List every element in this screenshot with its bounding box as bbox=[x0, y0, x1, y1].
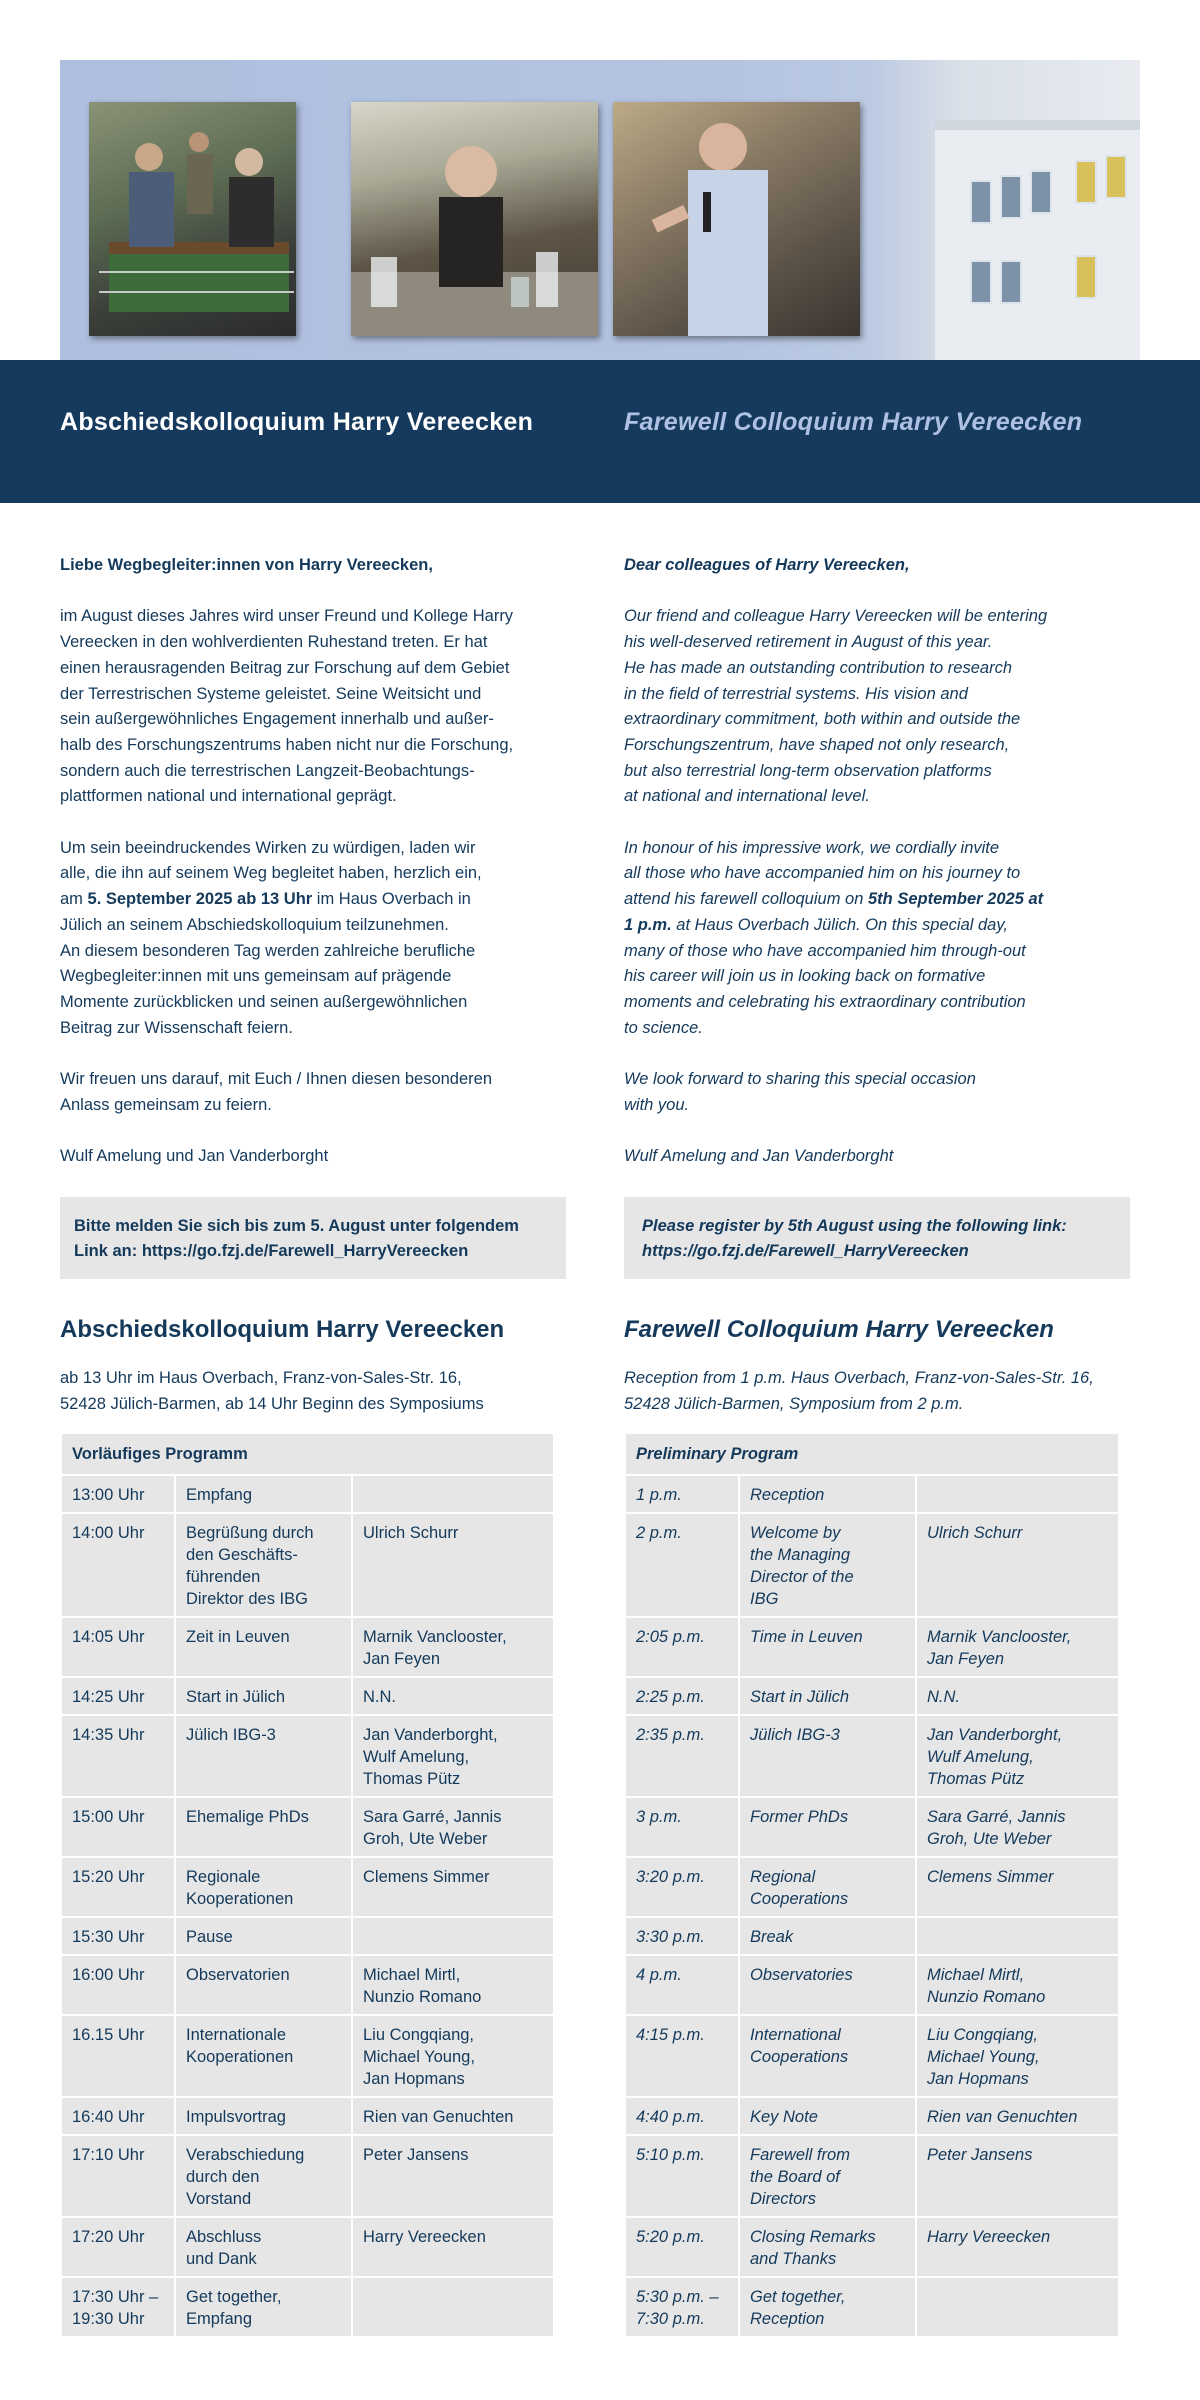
program-row bbox=[61, 1475, 554, 1513]
registration-box-german[interactable] bbox=[60, 1197, 566, 1279]
program-time-cell: 3 p.m. bbox=[625, 1797, 739, 1857]
program-item-cell: Begrüßung durch den Geschäfts- führenden Direktor des IBG bbox=[175, 1513, 352, 1617]
program-item-cell: Regional Cooperations bbox=[739, 1857, 916, 1917]
program-item-cell: Abschluss und Dank bbox=[175, 2217, 352, 2277]
program-item-cell: Internationale Kooperationen bbox=[175, 2015, 352, 2097]
building-window bbox=[1075, 255, 1097, 299]
event-date-english: 5th September 2025 at 1 p.m. bbox=[624, 890, 1044, 934]
program-row bbox=[625, 1917, 1119, 1955]
building-window bbox=[970, 260, 992, 304]
program-speaker-cell: Michael Mirtl, Nunzio Romano bbox=[916, 1955, 1119, 2015]
paragraph-1-english: Our friend and colleague Harry Vereecken will be entering his well-deserved retirement in August of this year. He has made an outstanding contribution to research in the field of terrestrial systems. His vision and extraordinary commitment, both within and outside the Forschungszentrum, have shaped not only research, but also terrestrial long-term observation platforms at national and international level. bbox=[624, 607, 1048, 806]
program-row bbox=[625, 1857, 1119, 1917]
program-item-cell: Regionale Kooperationen bbox=[175, 1857, 352, 1917]
foosball-illustration bbox=[89, 102, 296, 336]
greeting-german: Liebe Wegbegleiter:innen von Harry Vereecken, bbox=[60, 556, 433, 574]
program-time-cell: 16:40 Uhr bbox=[61, 2097, 175, 2135]
program-row bbox=[61, 2277, 554, 2337]
speaker-photo bbox=[613, 102, 860, 336]
program-row bbox=[61, 2217, 554, 2277]
program-speaker-cell: Sara Garré, Jannis Groh, Ute Weber bbox=[352, 1797, 554, 1857]
program-item-cell: Observatories bbox=[739, 1955, 916, 2015]
program-speaker-cell bbox=[916, 1475, 1119, 1513]
registration-box-english[interactable] bbox=[624, 1197, 1130, 1279]
greeting-english: Dear colleagues of Harry Vereecken, bbox=[624, 556, 910, 574]
program-item-cell: Start in Jülich bbox=[175, 1677, 352, 1715]
english-letter bbox=[624, 553, 1144, 1170]
program-row bbox=[625, 2097, 1119, 2135]
program-time-cell: 14:25 Uhr bbox=[61, 1677, 175, 1715]
program-time-cell: 3:20 p.m. bbox=[625, 1857, 739, 1917]
program-row bbox=[625, 2277, 1119, 2337]
program-row bbox=[625, 1797, 1119, 1857]
program-body-german bbox=[61, 1475, 554, 2337]
program-time-cell: 16:00 Uhr bbox=[61, 1955, 175, 2015]
program-speaker-cell: Harry Vereecken bbox=[352, 2217, 554, 2277]
program-table-german bbox=[60, 1432, 555, 2338]
program-row bbox=[625, 1955, 1119, 2015]
program-speaker-cell bbox=[916, 1917, 1119, 1955]
program-item-cell: Farewell from the Board of Directors bbox=[739, 2135, 916, 2217]
program-item-cell: Closing Remarks and Thanks bbox=[739, 2217, 916, 2277]
program-speaker-cell: Marnik Vanclooster, Jan Feyen bbox=[352, 1617, 554, 1677]
program-item-cell: Get together, Empfang bbox=[175, 2277, 352, 2337]
program-time-cell: 15:30 Uhr bbox=[61, 1917, 175, 1955]
program-speaker-cell: Peter Jansens bbox=[352, 2135, 554, 2217]
paragraph-3-english: We look forward to sharing this special occasion with you. bbox=[624, 1070, 976, 1114]
program-row bbox=[625, 1715, 1119, 1797]
program-time-cell: 5:10 p.m. bbox=[625, 2135, 739, 2217]
program-time-cell: 1 p.m. bbox=[625, 1475, 739, 1513]
program-speaker-cell: Clemens Simmer bbox=[352, 1857, 554, 1917]
program-row bbox=[61, 2097, 554, 2135]
program-time-cell: 5:20 p.m. bbox=[625, 2217, 739, 2277]
program-item-cell: Zeit in Leuven bbox=[175, 1617, 352, 1677]
speaker-illustration bbox=[613, 102, 860, 336]
program-speaker-cell: Liu Congqiang, Michael Young, Jan Hopmans bbox=[352, 2015, 554, 2097]
program-time-cell: 17:30 Uhr – 19:30 Uhr bbox=[61, 2277, 175, 2337]
paragraph-3-german: Wir freuen uns darauf, mit Euch / Ihnen diesen besonderen Anlass gemeinsam zu feiern. bbox=[60, 1070, 493, 1114]
program-speaker-cell bbox=[352, 1475, 554, 1513]
program-time-cell: 3:30 p.m. bbox=[625, 1917, 739, 1955]
building-window bbox=[1075, 160, 1097, 204]
program-row bbox=[625, 1513, 1119, 1617]
program-item-cell: International Cooperations bbox=[739, 2015, 916, 2097]
program-speaker-cell bbox=[916, 2277, 1119, 2337]
program-speaker-cell: Michael Mirtl, Nunzio Romano bbox=[352, 1955, 554, 2015]
program-header-english: Preliminary Program bbox=[625, 1433, 1119, 1475]
program-row bbox=[61, 1513, 554, 1617]
program-row bbox=[61, 1797, 554, 1857]
title-german: Abschiedskolloquium Harry Vereecken bbox=[60, 408, 534, 436]
program-item-cell: Verabschiedung durch den Vorstand bbox=[175, 2135, 352, 2217]
paragraph-2-english-a: In honour of his impressive work, we cordially invite all those who have accompanied him on his journey to attend his farewell colloquium on bbox=[624, 838, 1021, 909]
program-row bbox=[61, 1857, 554, 1917]
program-speaker-cell: Rien van Genuchten bbox=[352, 2097, 554, 2135]
program-row bbox=[61, 2135, 554, 2217]
program-item-cell: Break bbox=[739, 1917, 916, 1955]
program-time-cell: 15:00 Uhr bbox=[61, 1797, 175, 1857]
paragraph-2-english-b: at Haus Overbach Jülich. On this special day, many of those who have accompanied him through-out his career will join us in looking back on formative moments and celebrating his extraordinary contribution to science. bbox=[624, 915, 1026, 1037]
program-row bbox=[61, 1917, 554, 1955]
program-speaker-cell: Jan Vanderborght, Wulf Amelung, Thomas Pütz bbox=[916, 1715, 1119, 1797]
program-item-cell: Jülich IBG-3 bbox=[175, 1715, 352, 1797]
program-item-cell: Impulsvortrag bbox=[175, 2097, 352, 2135]
program-row bbox=[61, 1715, 554, 1797]
program-item-cell: Former PhDs bbox=[739, 1797, 916, 1857]
program-time-cell: 13:00 Uhr bbox=[61, 1475, 175, 1513]
program-speaker-cell: Liu Congqiang, Michael Young, Jan Hopmans bbox=[916, 2015, 1119, 2097]
program-speaker-cell: N.N. bbox=[916, 1677, 1119, 1715]
registration-text-english[interactable]: Please register by 5th August using the following link: https://go.fzj.de/Farewell_HarryVereecken bbox=[642, 1217, 1067, 1260]
event-date-german: 5. September 2025 ab 13 Uhr bbox=[87, 890, 313, 909]
program-speaker-cell: Clemens Simmer bbox=[916, 1857, 1119, 1917]
program-item-cell: Key Note bbox=[739, 2097, 916, 2135]
program-row bbox=[625, 1677, 1119, 1715]
paragraph-2-german bbox=[60, 836, 580, 1042]
paragraph-2-german-a: Um sein beeindruckendes Wirken zu würdigen, laden wir alle, die ihn auf seinem Weg begleitet haben, herzlich ein, am bbox=[60, 838, 482, 909]
lab-portrait-illustration bbox=[351, 102, 598, 336]
section-subtitle-english: Reception from 1 p.m. Haus Overbach, Franz-von-Sales-Str. 16, 52428 Jülich-Barmen, Symposium from 2 p.m. bbox=[624, 1369, 1094, 1413]
program-item-cell: Time in Leuven bbox=[739, 1617, 916, 1677]
program-time-cell: 14:05 Uhr bbox=[61, 1617, 175, 1677]
program-time-cell: 17:20 Uhr bbox=[61, 2217, 175, 2277]
program-row bbox=[625, 2015, 1119, 2097]
title-english: Farewell Colloquium Harry Vereecken bbox=[624, 408, 1083, 436]
program-time-cell: 15:20 Uhr bbox=[61, 1857, 175, 1917]
program-item-cell: Pause bbox=[175, 1917, 352, 1955]
program-time-cell: 14:35 Uhr bbox=[61, 1715, 175, 1797]
program-row bbox=[625, 2135, 1119, 2217]
program-time-cell: 5:30 p.m. – 7:30 p.m. bbox=[625, 2277, 739, 2337]
paragraph-1-german: im August dieses Jahres wird unser Freund und Kollege Harry Vereecken in den wohlverdienten Ruhestand treten. Er hat einen herausragenden Beitrag zur Forschung auf dem Gebiet der Terrestrischen Systeme geleistet. Seine Weitsicht und sein außergewöhnliches Engagement innerhalb und außer- halb des Forschungszentrums haben nicht nur die Forschung, sondern auch die terrestrischen Langzeit-Beobachtungs- plattformen national und international geprägt. bbox=[60, 607, 514, 806]
building-window bbox=[1000, 175, 1022, 219]
program-speaker-cell: Marnik Vanclooster, Jan Feyen bbox=[916, 1617, 1119, 1677]
program-item-cell: Ehemalige PhDs bbox=[175, 1797, 352, 1857]
program-time-cell: 2:25 p.m. bbox=[625, 1677, 739, 1715]
registration-text-german[interactable]: Bitte melden Sie sich bis zum 5. August unter folgendem Link an: https://go.fzj.de/Farewell_HarryVereecken bbox=[74, 1217, 519, 1260]
program-speaker-cell bbox=[352, 1917, 554, 1955]
program-header-german: Vorläufiges Programm bbox=[61, 1433, 554, 1475]
building-photo bbox=[875, 60, 1140, 360]
program-time-cell: 2 p.m. bbox=[625, 1513, 739, 1617]
program-speaker-cell: Ulrich Schurr bbox=[916, 1513, 1119, 1617]
program-item-cell: Jülich IBG-3 bbox=[739, 1715, 916, 1797]
program-speaker-cell: Jan Vanderborght, Wulf Amelung, Thomas Pütz bbox=[352, 1715, 554, 1797]
program-time-cell: 4 p.m. bbox=[625, 1955, 739, 2015]
program-row bbox=[625, 2217, 1119, 2277]
program-row bbox=[61, 1617, 554, 1677]
program-item-cell: Start in Jülich bbox=[739, 1677, 916, 1715]
program-body-english bbox=[625, 1475, 1119, 2337]
signature-english: Wulf Amelung and Jan Vanderborght bbox=[624, 1147, 894, 1166]
program-speaker-cell: Rien van Genuchten bbox=[916, 2097, 1119, 2135]
program-time-cell: 14:00 Uhr bbox=[61, 1513, 175, 1617]
program-item-cell: Observatorien bbox=[175, 1955, 352, 2015]
program-speaker-cell: N.N. bbox=[352, 1677, 554, 1715]
program-item-cell: Empfang bbox=[175, 1475, 352, 1513]
program-speaker-cell bbox=[352, 2277, 554, 2337]
program-time-cell: 16.15 Uhr bbox=[61, 2015, 175, 2097]
program-row bbox=[625, 1475, 1119, 1513]
program-time-cell: 4:40 p.m. bbox=[625, 2097, 739, 2135]
building-window bbox=[970, 180, 992, 224]
program-row bbox=[625, 1617, 1119, 1677]
program-item-cell: Welcome by the Managing Director of the IBG bbox=[739, 1513, 916, 1617]
program-speaker-cell: Harry Vereecken bbox=[916, 2217, 1119, 2277]
program-time-cell: 2:05 p.m. bbox=[625, 1617, 739, 1677]
program-item-cell: Reception bbox=[739, 1475, 916, 1513]
program-speaker-cell: Peter Jansens bbox=[916, 2135, 1119, 2217]
hero-banner bbox=[60, 60, 1140, 360]
lab-portrait-photo bbox=[351, 102, 598, 336]
section-title-german: Abschiedskolloquium Harry Vereecken bbox=[60, 1316, 505, 1343]
program-time-cell: 4:15 p.m. bbox=[625, 2015, 739, 2097]
section-subtitle-german: ab 13 Uhr im Haus Overbach, Franz-von-Sales-Str. 16, 52428 Jülich-Barmen, ab 14 Uhr Beginn des Symposiums bbox=[60, 1369, 484, 1413]
german-letter bbox=[60, 553, 580, 1170]
program-row bbox=[61, 2015, 554, 2097]
program-time-cell: 2:35 p.m. bbox=[625, 1715, 739, 1797]
program-speaker-cell: Ulrich Schurr bbox=[352, 1513, 554, 1617]
foosball-photo bbox=[89, 102, 296, 336]
program-speaker-cell: Sara Garré, Jannis Groh, Ute Weber bbox=[916, 1797, 1119, 1857]
title-band bbox=[0, 360, 1200, 503]
program-row bbox=[61, 1677, 554, 1715]
program-row bbox=[61, 1955, 554, 2015]
program-table-english bbox=[624, 1432, 1120, 2338]
building-window bbox=[1105, 155, 1127, 199]
paragraph-2-german-b: im Haus Overbach in Jülich an seinem Abschiedskolloquium teilzunehmen. An diesem besonderen Tag werden zahlreiche berufliche Wegbegleiter:innen mit uns gemeinsam auf prägende Momente zurückblicken und seinen außergewöhnlichen Beitrag zur Wissenschaft feiern. bbox=[60, 890, 476, 1037]
program-time-cell: 17:10 Uhr bbox=[61, 2135, 175, 2217]
building-window bbox=[1030, 170, 1052, 214]
program-item-cell: Get together, Reception bbox=[739, 2277, 916, 2337]
building-window bbox=[1000, 260, 1022, 304]
section-title-english: Farewell Colloquium Harry Vereecken bbox=[624, 1316, 1054, 1343]
paragraph-2-english bbox=[624, 836, 1144, 1042]
signature-german: Wulf Amelung und Jan Vanderborght bbox=[60, 1147, 329, 1166]
